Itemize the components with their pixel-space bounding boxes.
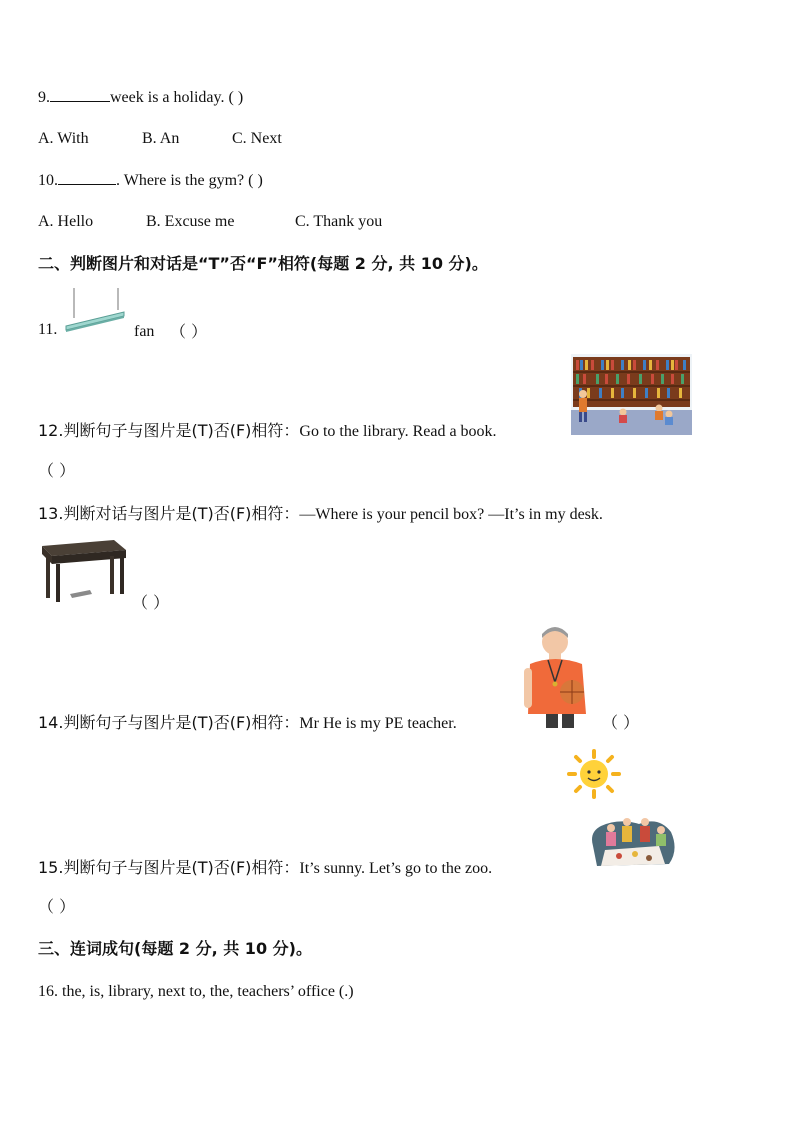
- desk-icon: [40, 536, 128, 604]
- option-a[interactable]: A. With: [38, 130, 89, 147]
- section-2-heading: 二、判断图片和对话是“T”否“F”相符(每题 2 分, 共 10 分)。: [38, 254, 488, 273]
- question-13: [38, 504, 603, 525]
- answer-paren[interactable]: （ ）: [38, 461, 76, 480]
- question-11-number: 11.: [38, 321, 58, 338]
- question-11: [38, 320, 57, 340]
- question-9: [38, 87, 243, 108]
- option-c[interactable]: C. Next: [232, 130, 282, 147]
- library-icon: [571, 354, 692, 435]
- option-b[interactable]: B. Excuse me: [146, 213, 235, 230]
- answer-paren[interactable]: （ ）: [38, 897, 76, 916]
- answer-paren[interactable]: （ ）: [602, 713, 640, 732]
- question-10: [38, 170, 263, 191]
- answer-paren[interactable]: （ ）: [170, 322, 208, 341]
- question-10-number: 10.: [38, 172, 58, 189]
- question-10-text: . Where is the gym? ( ): [116, 172, 263, 189]
- option-a[interactable]: A. Hello: [38, 213, 94, 230]
- question-16: 16. the, is, library, next to, the, teachers’ office (.): [38, 983, 354, 1000]
- question-11-word: fan: [134, 323, 155, 340]
- question-15-text: It’s sunny. Let’s go to the zoo.: [299, 860, 493, 877]
- answer-blank[interactable]: [58, 170, 116, 185]
- question-10-options: [38, 212, 382, 232]
- question-12-text: Go to the library. Read a book.: [299, 423, 497, 440]
- sun-icon: [567, 749, 621, 799]
- question-13-prefix: 13.判断对话与图片是(T)否(F)相符：: [38, 504, 300, 523]
- picnic-icon: [589, 812, 675, 870]
- question-9-text: week is a holiday. ( ): [110, 89, 244, 106]
- question-15: [38, 858, 492, 879]
- question-9-options: [38, 129, 282, 149]
- question-12-prefix: 12.判断句子与图片是(T)否(F)相符：: [38, 421, 300, 440]
- answer-blank[interactable]: [50, 87, 110, 102]
- pe-teacher-icon: [522, 624, 597, 730]
- question-14-text: Mr He is my PE teacher.: [299, 715, 457, 732]
- option-c[interactable]: C. Thank you: [295, 213, 383, 230]
- question-9-number: 9.: [38, 89, 50, 106]
- question-12: [38, 421, 497, 442]
- option-b[interactable]: B. An: [142, 130, 180, 147]
- section-3-heading: 三、连词成句(每题 2 分, 共 10 分)。: [38, 939, 312, 958]
- question-13-text: —Where is your pencil box? —It’s in my desk.: [299, 506, 603, 523]
- question-14: [38, 713, 457, 734]
- answer-paren[interactable]: （ ）: [132, 593, 170, 612]
- question-15-prefix: 15.判断句子与图片是(T)否(F)相符：: [38, 858, 300, 877]
- question-14-prefix: 14.判断句子与图片是(T)否(F)相符：: [38, 713, 300, 732]
- tube-light-icon: [64, 286, 126, 334]
